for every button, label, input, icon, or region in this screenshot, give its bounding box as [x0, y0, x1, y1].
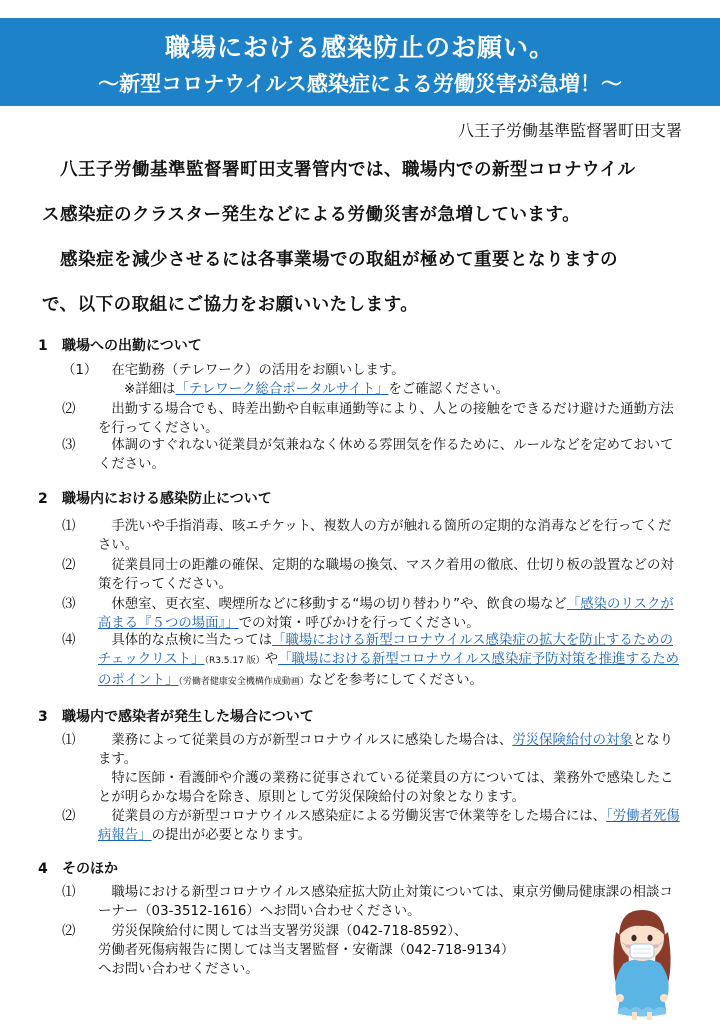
item-text: 職場における新型コロナウイルス感染症拡大防止対策については、東京労働局健康課の相談コーナー（03-3512-1616）へお問い合わせください。: [98, 885, 673, 919]
masked-girl-illustration-icon: [604, 898, 680, 1022]
item-text: 在宅勤務（テレワーク）の活用をお願いします。: [111, 363, 405, 378]
note-text: をご確認ください。: [388, 382, 509, 397]
section-2-item-2: [62, 556, 682, 594]
checklist-link[interactable]: 「職場における新型コロナウイルス感染症の拡大を防止するためのチェックリスト」: [98, 633, 673, 667]
section-1-heading: [38, 335, 202, 355]
intro-text: ス感染症のクラスター発生などによる労働災害が急増しています。: [42, 205, 581, 225]
section-title: そのほか: [62, 861, 118, 877]
item-text-part: 休憩室、更衣室、喫煙所などに移動する“場の切り替わり”や、飲食の場など: [111, 597, 567, 612]
intro-line: [42, 156, 692, 181]
item-marker: ⑵: [62, 924, 76, 939]
section-number: 2: [38, 491, 48, 507]
page-subtitle: 〜新型コロナウイルス感染症による労働災害が急増！〜: [98, 72, 622, 96]
intro-text: 感染症を減少させるには各事業場での取組が極めて重要となりますの: [60, 250, 618, 270]
section-4-heading: [38, 858, 118, 878]
workers-comp-link[interactable]: 労災保険給付の対象: [512, 733, 633, 748]
section-1-item-2: [62, 400, 682, 438]
section-title: 職場内で感染者が発生した場合について: [62, 709, 314, 725]
telework-portal-link[interactable]: 「テレワーク総合ポータルサイト」: [175, 382, 389, 397]
item-text-part: 具体的な点検に当たっては: [111, 633, 273, 648]
item-text: 手洗いや手指消毒、咳エチケット、複数人の方が触れる箇所の定期的な消毒などを行ってください。: [98, 519, 672, 553]
item-text: [62, 595, 682, 633]
item-text: [62, 731, 682, 769]
section-4-item-2: [62, 922, 582, 979]
item-text: [62, 631, 682, 692]
intro-line: [42, 291, 692, 316]
section-3-heading: [38, 706, 314, 726]
issuing-office: 八王子労働基準監督署町田支署: [457, 121, 682, 140]
item-text: [62, 807, 682, 845]
item-text-part: 業務によって従業員の方が新型コロナウイルスに感染した場合は、: [111, 733, 513, 748]
note-text: ※詳細は: [124, 382, 176, 397]
section-title: 職場内における感染防止について: [62, 491, 272, 507]
section-1-item-3: [62, 436, 682, 474]
section-2-heading: [38, 488, 272, 508]
page-title: 職場における感染防止のお願い。: [164, 33, 555, 62]
section-2-item-1: [62, 517, 682, 555]
item-text-part: となります。: [98, 733, 673, 767]
item-marker: ⑵: [62, 402, 76, 417]
item-marker: ⑵: [62, 809, 76, 824]
item-text-part: や: [264, 652, 279, 667]
section-2-item-4: [62, 631, 682, 692]
section-1-item-1: [62, 361, 682, 380]
version-note: （R3.5.17 版）: [204, 656, 265, 666]
item-text: 労災保険給付に関しては当支署労災課（042-718-8592）、: [111, 924, 468, 939]
prevention-points-link[interactable]: 「職場における新型コロナウイルス感染症予防対策を推進するためのポイント」: [98, 652, 680, 688]
section-2-item-3: [62, 595, 682, 633]
item-text-part: での対策・呼びかけを行ってください。: [238, 616, 480, 631]
item-marker: ⑷: [62, 633, 76, 648]
item-marker: ⑴: [62, 733, 76, 748]
five-situations-link[interactable]: 「感染のリスクが高まる『５つの場面』」: [98, 597, 674, 631]
section-number: 4: [38, 861, 48, 877]
section-3-item-1: [62, 731, 682, 807]
intro-text: で、以下の取組にご協力をお願いいたします。: [42, 295, 419, 315]
intro-line: [42, 201, 692, 226]
section-1-item-1-note: [124, 380, 509, 399]
intro-line: [42, 246, 692, 271]
item-text-part: の提出が必要となります。: [151, 828, 312, 843]
injury-report-link[interactable]: 「労働者死傷病報告」: [98, 809, 680, 843]
item-marker: ⑵: [62, 558, 76, 573]
item-marker: ⑴: [62, 885, 76, 900]
item-marker: ⑴: [62, 519, 76, 534]
video-note: （労働者健康安全機構作成動画）: [178, 677, 309, 687]
item-text: へお問い合わせください。: [98, 962, 259, 977]
item-marker: ⑶: [62, 597, 76, 612]
item-text: 特に医師・看護師や介護の業務に従事されている従業員の方については、業務外で感染したことが明らかな場合を除き、原則として労災保険給付の対象となります。: [98, 771, 674, 805]
section-3-item-2: [62, 807, 682, 845]
item-text: 従業員同士の距離の確保、定期的な職場の換気、マスク着用の徹底、仕切り板の設置などの対策を行ってください。: [98, 558, 674, 592]
section-4-item-1: [62, 883, 686, 921]
section-number: 3: [38, 709, 48, 725]
item-text-part: などを参考にしてください。: [308, 673, 483, 688]
intro-text: 八王子労働基準監督署町田支署管内では、職場内での新型コロナウイル: [60, 160, 636, 180]
header-banner: [0, 18, 720, 106]
item-marker: ⑶: [62, 438, 76, 453]
item-marker: （1）: [62, 363, 98, 378]
section-title: 職場への出勤について: [62, 338, 202, 354]
item-text: 出勤する場合でも、時差出勤や自転車通勤等により、人との接触をできるだけ避けた通勤方法を行ってください。: [98, 402, 674, 436]
item-text: 労働者死傷病報告に関しては当支署監督・安衛課（042-718-9134）: [98, 943, 515, 958]
item-text: 体調のすぐれない従業員が気兼ねなく休める雰囲気を作るために、ルールなどを定めておいてください。: [98, 438, 674, 472]
item-text-part: 従業員の方が新型コロナウイルス感染症による労働災害で休業等をした場合には、: [111, 809, 607, 824]
section-number: 1: [38, 338, 48, 354]
